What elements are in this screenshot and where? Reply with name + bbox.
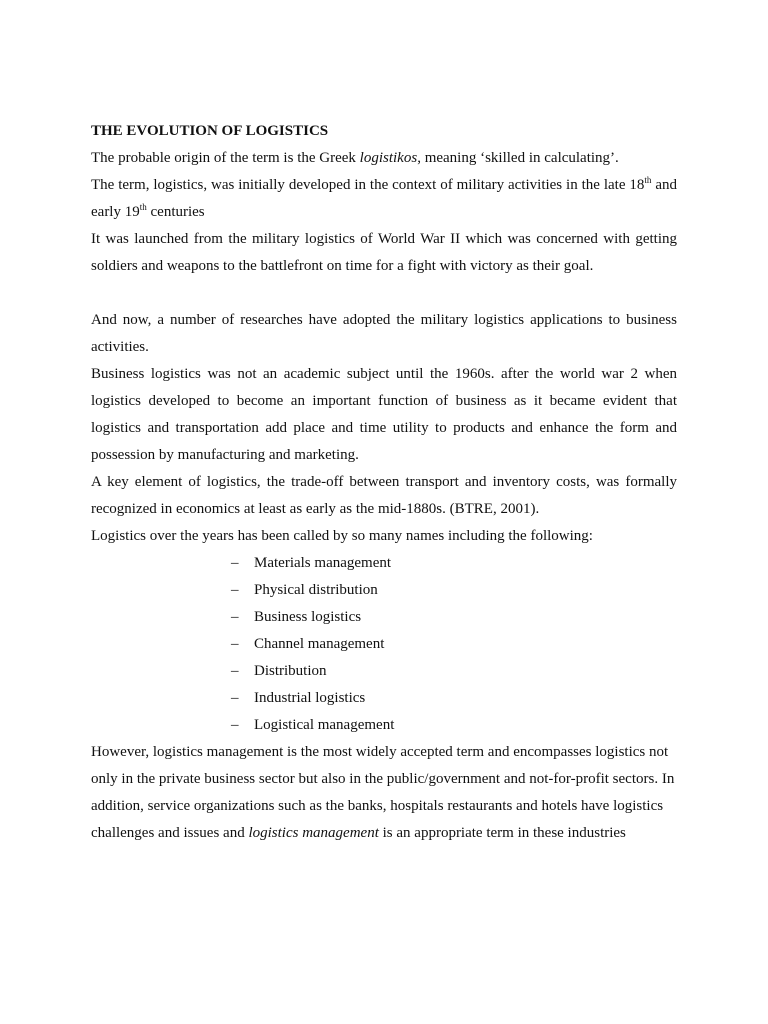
list-item-text: Channel management: [254, 636, 385, 652]
paragraph-military-origin: [91, 172, 677, 226]
military-text-3: centuries: [146, 204, 205, 220]
list-item: [91, 658, 677, 685]
list-item: [91, 604, 677, 631]
list-item: [91, 685, 677, 712]
paragraph-world-war: It was launched from the military logistics of World War II which was concerned with getting soldiers and weapons to the battlefront on time for a fight with victory as their goal.: [91, 231, 677, 274]
paragraph-gap: [91, 280, 677, 307]
military-text-1: The term, logistics, was initially developed in the context of military activities in the late 18: [91, 177, 645, 193]
management-text: However, logistics management is the most widely accepted term and encompasses logistics not only in the private business sector but also in the public/government and not-for-profit sectors. In addition, service organizations such as the banks, hospitals restaurants and hotels have logistics challenges and issues and: [91, 744, 675, 841]
dash-bullet: –: [231, 609, 239, 625]
list-item-text: Physical distribution: [254, 582, 378, 598]
dash-bullet: –: [231, 636, 239, 652]
list-item-text: Business logistics: [254, 609, 362, 625]
management-term: logistics management: [248, 825, 379, 841]
origin-meaning: , meaning ‘skilled in calculating’.: [417, 150, 619, 166]
list-item-text: Logistical management: [254, 717, 395, 733]
superscript-th-2: th: [139, 202, 147, 212]
list-item-text: Materials management: [254, 555, 392, 571]
paragraph-origin: [91, 145, 677, 172]
document-body: [91, 118, 677, 847]
paragraph-names-intro: Logistics over the years has been called by so many names including the following:: [91, 528, 593, 544]
list-item: [91, 712, 677, 739]
origin-text: The probable origin of the term is the Greek: [91, 150, 360, 166]
list-item: [91, 631, 677, 658]
paragraph-business-adoption: And now, a number of researches have adopted the military logistics applications to business activities.: [91, 312, 677, 355]
list-item: [91, 550, 677, 577]
dash-bullet: –: [231, 690, 239, 706]
paragraph-trade-off: A key element of logistics, the trade-off between transport and inventory costs, was formally recognized in economics at least as early as the mid-1880s. (BTRE, 2001).: [91, 474, 677, 517]
list-item-text: Industrial logistics: [254, 690, 366, 706]
dash-bullet: –: [231, 717, 239, 733]
list-item-text: Distribution: [254, 663, 327, 679]
list-item: [91, 577, 677, 604]
dash-bullet: –: [231, 555, 239, 571]
paragraph-logistics-management: [91, 739, 677, 847]
logistics-names-list: [91, 550, 677, 739]
superscript-th-1: th: [644, 175, 652, 185]
document-heading: THE EVOLUTION OF LOGISTICS: [91, 123, 329, 139]
dash-bullet: –: [231, 663, 239, 679]
military-text-2: and early 19: [91, 177, 677, 220]
dash-bullet: –: [231, 582, 239, 598]
management-text-end: is an appropriate term in these industries: [378, 825, 626, 841]
origin-greek-term: logistikos: [359, 150, 418, 166]
paragraph-business-logistics: Business logistics was not an academic subject until the 1960s. after the world war 2 when logistics developed to become an important function of business as it became evident that logistics and transportation add place and time utility to products and enhance the form and possession by manufacturing and marketing.: [91, 366, 677, 463]
